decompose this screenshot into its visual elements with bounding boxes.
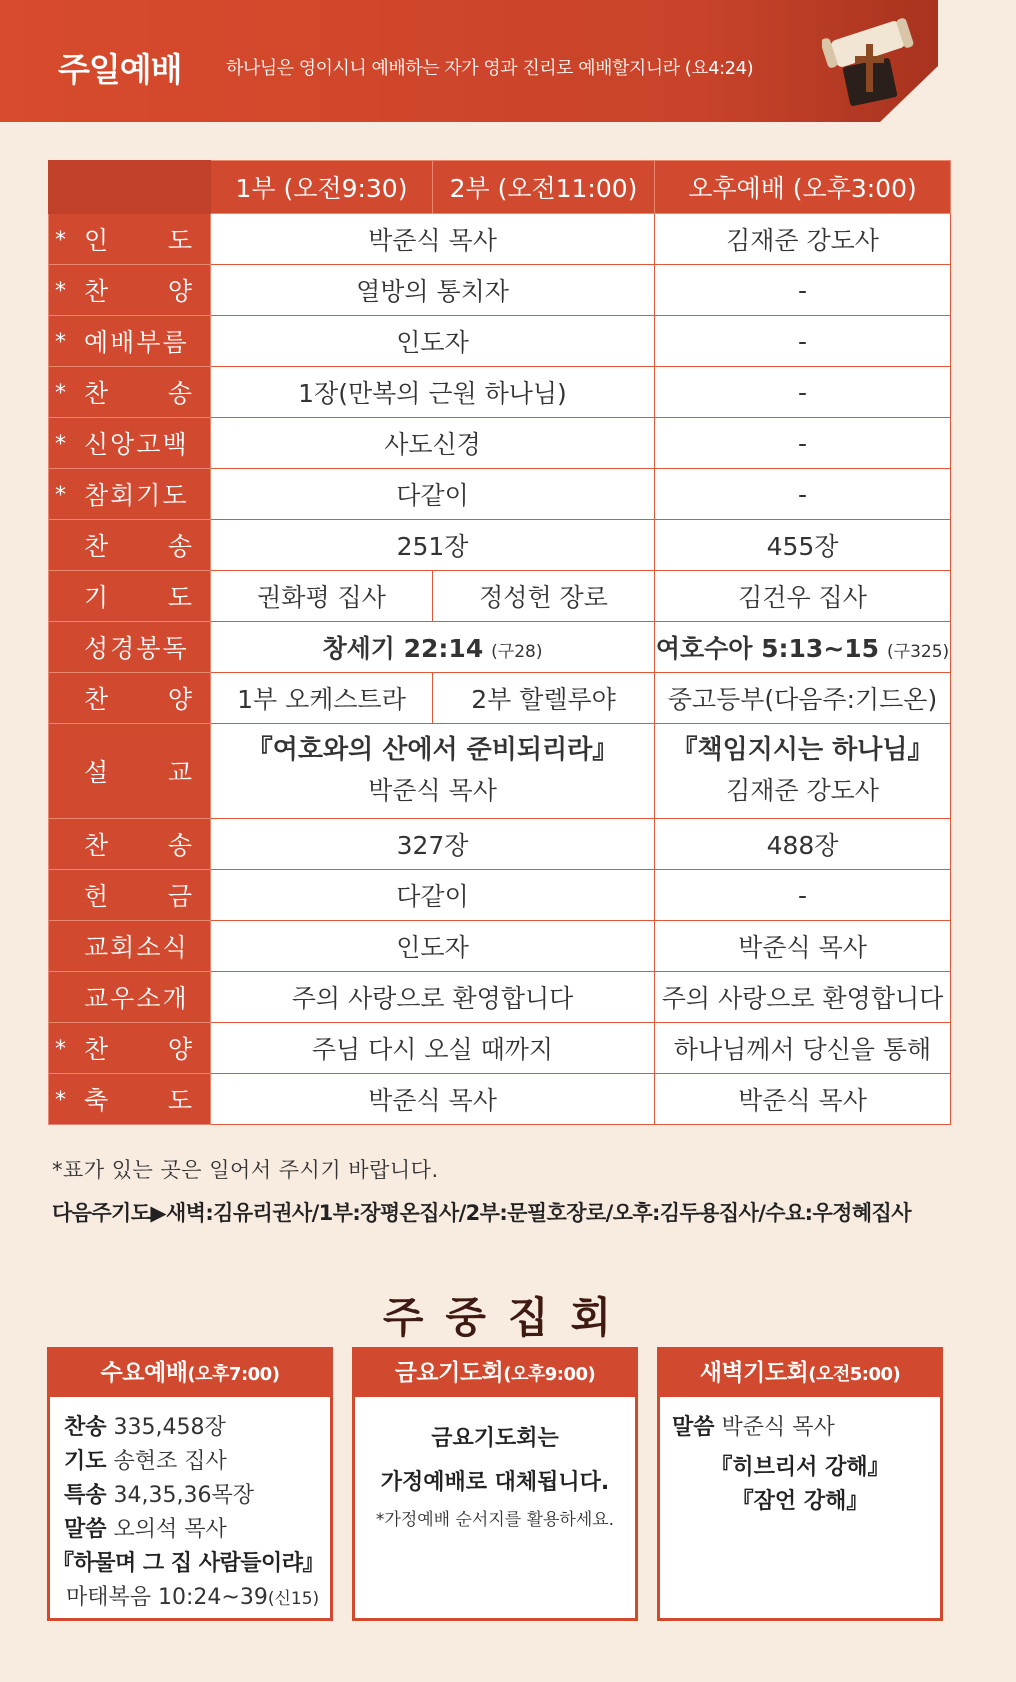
table-row — [49, 921, 951, 972]
row-label: * 찬 양 — [49, 1023, 211, 1074]
dawn-prayer-box: 새벽기도회(오전5:00) 말씀 박준식 목사 『히브리서 강해』 『잠언 강해』 — [657, 1347, 943, 1621]
box-title: 금요기도회(오후9:00) — [355, 1350, 635, 1397]
table-row — [49, 622, 951, 673]
standing-note: *표가 있는 곳은 일어서 주시기 바랍니다. — [52, 1158, 439, 1182]
worship-order-table — [48, 160, 951, 1125]
next-week-prayer: 다음주기도▶새벽:김유리권사/1부:장평온집사/2부:문필호장로/오후:김두용집사/수요:우정혜집사 — [52, 1201, 911, 1225]
morning-cell: 주의 사랑으로 환영합니다 — [211, 972, 655, 1023]
row-label: * 인 도 — [49, 214, 211, 265]
morning-cell: 327장 — [211, 819, 655, 870]
afternoon-cell: 김건우 집사 — [655, 571, 951, 622]
row-label: * 신앙고백 — [49, 418, 211, 469]
table-row — [49, 673, 951, 724]
first-service-cell: 권화평 집사 — [211, 571, 433, 622]
second-service-cell: 2부 할렐루야 — [433, 673, 655, 724]
table-row — [49, 214, 951, 265]
row-label: 헌 금 — [49, 870, 211, 921]
morning-cell: 박준식 목사 — [211, 1074, 655, 1125]
morning-cell: 251장 — [211, 520, 655, 571]
row-label: 교우소개 — [49, 972, 211, 1023]
afternoon-cell: 박준식 목사 — [655, 1074, 951, 1125]
afternoon-cell: - — [655, 265, 951, 316]
friday-prayer-box: 금요기도회(오후9:00) 금요기도회는 가정예배로 대체됩니다. *가정예배 순서지를 활용하세요. — [352, 1347, 638, 1621]
afternoon-cell: 『책임지시는 하나님』 김재준 강도사 — [655, 724, 951, 819]
row-label: 찬 송 — [49, 520, 211, 571]
weekday-meetings-title: 주중집회 — [382, 1293, 634, 1342]
morning-cell: 주님 다시 오실 때까지 — [211, 1023, 655, 1074]
morning-cell: 인도자 — [211, 921, 655, 972]
afternoon-cell: - — [655, 870, 951, 921]
table-row — [49, 367, 951, 418]
afternoon-cell: 488장 — [655, 819, 951, 870]
column-header-second-service: 2부 (오전11:00) — [433, 161, 655, 214]
column-header-afternoon-service: 오후예배 (오후3:00) — [655, 161, 951, 214]
morning-cell: 창세기 22:14 (구28) — [211, 622, 655, 673]
table-row — [49, 418, 951, 469]
morning-cell: 다같이 — [211, 469, 655, 520]
row-label: 찬 송 — [49, 819, 211, 870]
box-title: 수요예배(오후7:00) — [50, 1350, 330, 1397]
header-verse: 하나님은 영이시니 예배하는 자가 영과 진리로 예배할지니라 (요4:24) — [226, 58, 754, 79]
table-row — [49, 520, 951, 571]
afternoon-cell: 김재준 강도사 — [655, 214, 951, 265]
afternoon-cell: - — [655, 469, 951, 520]
header-corner — [49, 161, 211, 214]
afternoon-cell: 455장 — [655, 520, 951, 571]
second-service-cell: 정성헌 장로 — [433, 571, 655, 622]
box-title: 새벽기도회(오전5:00) — [660, 1350, 940, 1397]
afternoon-cell: - — [655, 316, 951, 367]
table-row — [49, 870, 951, 921]
morning-cell: 다같이 — [211, 870, 655, 921]
row-label: * 참회기도 — [49, 469, 211, 520]
row-label: * 찬 양 — [49, 265, 211, 316]
first-service-cell: 1부 오케스트라 — [211, 673, 433, 724]
table-row — [49, 1023, 951, 1074]
afternoon-cell: 주의 사랑으로 환영합니다 — [655, 972, 951, 1023]
afternoon-cell: - — [655, 418, 951, 469]
row-label: * 예배부름 — [49, 316, 211, 367]
afternoon-cell: 여호수아 5:13~15 (구325) — [655, 622, 951, 673]
afternoon-cell: - — [655, 367, 951, 418]
row-label: * 찬 송 — [49, 367, 211, 418]
row-label: 교회소식 — [49, 921, 211, 972]
header — [0, 0, 1016, 122]
afternoon-cell: 중고등부(다음주:기드온) — [655, 673, 951, 724]
row-label: 기 도 — [49, 571, 211, 622]
table-row — [49, 571, 951, 622]
table-row — [49, 1074, 951, 1125]
morning-cell: 1장(만복의 근원 하나님) — [211, 367, 655, 418]
morning-cell: 박준식 목사 — [211, 214, 655, 265]
table-row — [49, 316, 951, 367]
table-row — [49, 265, 951, 316]
row-label: * 축 도 — [49, 1074, 211, 1125]
wednesday-service-box: 수요예배(오후7:00) 찬송 335,458장 기도 송현조 집사 특송 34,35,36목장 말씀 오의석 목사 『하물며 그 집 사람들이랴』 마태복음 10:24~39(신15) — [47, 1347, 333, 1621]
bible-scroll-icon — [822, 14, 922, 110]
afternoon-cell: 박준식 목사 — [655, 921, 951, 972]
morning-cell: 『여호와의 산에서 준비되리라』 박준식 목사 — [211, 724, 655, 819]
afternoon-cell: 하나님께서 당신을 통해 — [655, 1023, 951, 1074]
morning-cell: 인도자 — [211, 316, 655, 367]
table-row — [49, 819, 951, 870]
table-row — [49, 724, 951, 819]
row-label: 설 교 — [49, 724, 211, 819]
morning-cell: 사도신경 — [211, 418, 655, 469]
table-header-row — [49, 161, 951, 214]
table-row — [49, 972, 951, 1023]
table-row — [49, 469, 951, 520]
row-label: 찬 양 — [49, 673, 211, 724]
row-label: 성경봉독 — [49, 622, 211, 673]
page-title: 주일예배 — [58, 50, 182, 89]
column-header-first-service: 1부 (오전9:30) — [211, 161, 433, 214]
morning-cell: 열방의 통치자 — [211, 265, 655, 316]
